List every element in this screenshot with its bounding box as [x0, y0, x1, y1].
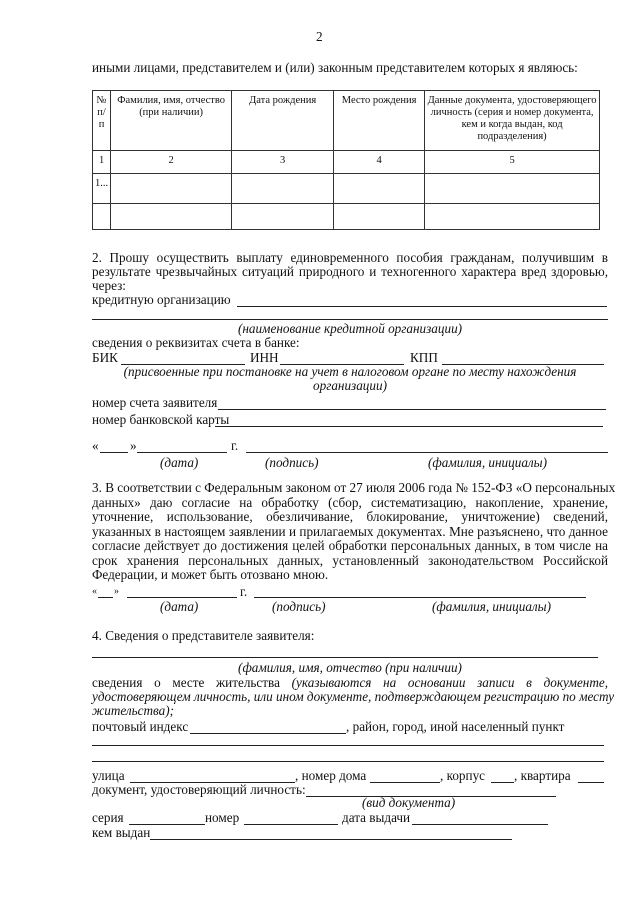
s3-line: 3. В соответствии с Федеральным законом от 27 июля 2006 года № 152-ФЗ «О персональных	[92, 480, 616, 495]
col-header-number: № п/п	[93, 91, 111, 151]
month-year-field[interactable]	[137, 452, 227, 453]
issued-by-field[interactable]	[150, 839, 512, 840]
residence-note: (указываются на основании записи в документе,	[291, 675, 609, 690]
table-cell: 2	[111, 151, 232, 174]
s3-line: согласие действует до достижения целей обработки персональных данных, в том числе на	[92, 538, 608, 553]
caption-name: (фамилия, инициалы)	[432, 599, 552, 614]
table-cell[interactable]	[334, 174, 425, 204]
house-label: , номер дома	[295, 768, 367, 783]
postal-label: почтовый индекс	[92, 719, 189, 734]
table-cell[interactable]	[111, 174, 232, 204]
col-header-birth-place: Место рождения	[334, 91, 425, 151]
day-field[interactable]	[100, 452, 128, 453]
caption-signature: (подпись)	[272, 599, 326, 614]
s4-title: 4. Сведения о представителе заявителя:	[92, 628, 315, 643]
s3-last-line: Федерации, и может быть отозвано мною.	[92, 567, 329, 582]
account-label: номер счета заявителя	[92, 395, 218, 410]
locality-label: , район, город, иной населенный пункт	[346, 719, 565, 734]
s2-line: результате чрезвычайных ситуаций природного и техногенного характера вред здоровью,	[92, 264, 608, 279]
caption-signature: (подпись)	[265, 455, 319, 470]
table-number-row	[93, 151, 600, 174]
number-label: номер	[205, 810, 240, 825]
table-cell[interactable]	[93, 204, 111, 230]
table-cell[interactable]	[425, 204, 600, 230]
number-field[interactable]	[244, 824, 338, 825]
s2-line: 2. Прошу осуществить выплату единовременного пособия гражданам, получившим в	[92, 250, 608, 265]
residence-label: сведения о месте жительства	[92, 675, 280, 690]
s3-line: уточнение, использование, обезличивание, блокирование, уничтожение) сведений,	[92, 509, 608, 524]
date-open-quote: «	[92, 586, 97, 597]
id-doc-label: документ, удостоверяющий личность:	[92, 782, 306, 797]
residence-line-3: жительства);	[92, 703, 175, 718]
caption-name: (фамилия, инициалы)	[428, 455, 548, 470]
table-cell[interactable]: 1...	[93, 174, 111, 204]
bank-details-label: сведения о реквизитах счета в банке:	[92, 335, 300, 350]
s3-line: данных» даю согласие на обработку (сбор, систематизацию, накопление, хранение,	[92, 494, 608, 510]
date-open-quote: «	[92, 438, 99, 453]
table-header-row	[93, 91, 600, 151]
date-close-quote: »	[130, 438, 137, 453]
year-label: г.	[231, 438, 239, 453]
card-field[interactable]	[215, 426, 603, 427]
s3-line: указанных в настоящем заявлении и прилагаемых документах. Мне разъяснено, что данное	[92, 523, 608, 539]
locality-field[interactable]	[92, 745, 604, 746]
series-label: серия	[92, 810, 124, 825]
credit-org-label: кредитную организацию	[92, 292, 231, 307]
tax-caption-2: организации)	[313, 378, 387, 393]
locality-field-2[interactable]	[92, 761, 604, 762]
date-close-quote: »	[114, 586, 119, 597]
card-label: номер банковской карты	[92, 412, 230, 427]
inn-label: ИНН	[250, 350, 279, 365]
table-cell: 4	[334, 151, 425, 174]
table-cell[interactable]	[334, 204, 425, 230]
col-header-document: Данные документа, удостоверяющего личность (серия и номер документа, кем и когда выдан, код подразделения)	[425, 91, 600, 151]
table-row	[93, 174, 600, 204]
flat-label: , квартира	[514, 768, 571, 783]
kpp-label: КПП	[410, 350, 438, 365]
year-label: г.	[240, 584, 248, 599]
col-header-fio: Фамилия, имя, отчество (при наличии)	[111, 91, 232, 151]
col-header-birth-date: Дата рождения	[232, 91, 334, 151]
house-field[interactable]	[370, 782, 440, 783]
residence-line-2: удостоверяющем личность, или ином документе, подтверждающем регистрацию по месту	[92, 689, 615, 704]
month-year-field[interactable]	[127, 597, 237, 598]
caption-date: (дата)	[160, 455, 199, 470]
intro-text: иными лицами, представителем и (или) законным представителем которых я являюсь:	[92, 60, 578, 75]
table-cell[interactable]	[232, 204, 334, 230]
street-label: улица	[92, 768, 125, 783]
s3-line: срок хранения персональных данных, установленный законодательством Российской	[92, 552, 608, 568]
table-cell: 1	[93, 151, 111, 174]
table-cell[interactable]	[425, 174, 600, 204]
fio-caption: (фамилия, имя, отчество (при наличии)	[238, 660, 462, 675]
building-label: , корпус	[440, 768, 486, 783]
postal-field[interactable]	[190, 733, 346, 734]
issue-date-label: дата выдачи	[342, 810, 411, 825]
table-cell[interactable]	[111, 204, 232, 230]
signature-name-field[interactable]	[254, 597, 586, 598]
issued-by-label: кем выдан	[92, 825, 151, 840]
table-cell[interactable]	[232, 174, 334, 204]
page-number: 2	[316, 29, 323, 44]
doc-caption: (вид документа)	[362, 795, 456, 810]
credit-org-field-2[interactable]	[92, 319, 608, 320]
caption-date: (дата)	[160, 599, 199, 614]
table-cell: 5	[425, 151, 600, 174]
residence-line-1	[92, 676, 608, 690]
day-field[interactable]	[98, 597, 113, 598]
signature-name-field[interactable]	[246, 452, 608, 453]
persons-table	[92, 90, 600, 230]
table-row	[93, 204, 600, 230]
issue-date-field[interactable]	[412, 824, 548, 825]
flat-field[interactable]	[578, 782, 604, 783]
credit-org-field[interactable]	[237, 306, 607, 307]
credit-org-caption: (наименование кредитной организации)	[237, 321, 463, 336]
representative-fio-field[interactable]	[92, 657, 598, 658]
table-cell: 3	[232, 151, 334, 174]
bik-label: БИК	[92, 350, 118, 365]
tax-caption: (присвоенные при постановке на учет в налоговом органе по месту нахождения	[123, 364, 577, 379]
s2-line: через:	[92, 278, 126, 293]
account-field[interactable]	[218, 409, 606, 410]
building-field[interactable]	[491, 782, 514, 783]
